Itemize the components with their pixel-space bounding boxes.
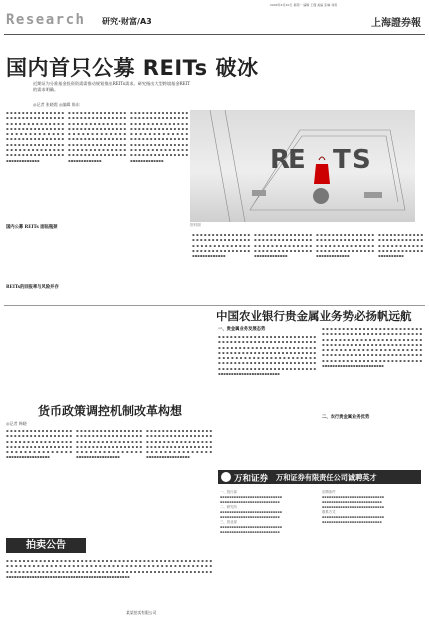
ad-col1-item: 二、研究所 (220, 505, 237, 509)
ad-col2-item: 联系方式 (322, 510, 336, 514)
story3-headline: 货币政策调控机制改革构想 (38, 404, 183, 418)
ad-title: 万和证券有限责任公司诚聘英才 (276, 473, 377, 482)
story2-subhead-1: 一、贵金属业务发展态势 (218, 327, 266, 332)
paper-name: 上海證券報 (371, 18, 421, 29)
lead-body-col-1: ▪▪▪▪▪▪▪▪▪▪▪▪▪▪▪ ▪▪▪▪▪▪▪▪▪▪▪▪▪▪▪ ▪▪▪▪▪▪▪▪▪▪▪▪▪▪ ▪▪▪▪▪▪▪▪▪▪▪▪▪▪▪ ▪▪▪▪▪▪▪▪▪▪▪▪▪ ▪▪▪▪▪▪▪▪▪▪▪▪▪▪▪ ▪▪▪▪▪▪▪▪▪▪▪▪▪▪▪ ▪▪▪▪▪▪▪▪▪▪▪▪▪▪ ▪▪▪▪▪▪▪▪▪▪▪▪▪▪▪ ▪▪▪▪▪▪▪▪▪▪▪▪▪ (6, 110, 64, 163)
lead-byline: ◎记者 张晓霞 ◎编辑 陈东 (33, 102, 80, 107)
header-rule (4, 34, 425, 35)
svg-text:E: E (288, 145, 306, 175)
ad-col-2: 应聘条件 ▪▪▪▪▪▪▪▪▪▪▪▪▪▪▪▪▪▪▪▪▪▪▪▪▪▪▪ ▪▪▪▪▪▪▪▪▪▪▪▪▪▪▪▪▪▪▪▪▪▪▪▪▪▪ ▪▪▪▪▪▪▪▪▪▪▪▪▪▪▪▪▪▪▪▪▪▪▪▪▪▪▪ 联系方式 ▪▪▪▪▪▪▪▪▪▪▪▪▪▪▪▪▪▪▪▪▪▪▪▪▪▪▪ ▪▪▪▪▪▪▪▪▪▪▪▪▪▪▪▪▪▪▪▪▪▪▪▪▪▪ (322, 490, 420, 525)
ad-col1-item: 一、投行部 (220, 490, 237, 494)
lead-body-col-3: ▪▪▪▪▪▪▪▪▪▪▪▪▪▪▪ ▪▪▪▪▪▪▪▪▪▪▪▪▪▪▪ ▪▪▪▪▪▪▪▪▪▪▪▪▪▪ ▪▪▪▪▪▪▪▪▪▪▪▪▪▪▪ ▪▪▪▪▪▪▪▪▪▪▪▪▪ ▪▪▪▪▪▪▪▪▪▪▪▪▪▪▪ ▪▪▪▪▪▪▪▪▪▪▪▪▪▪▪ ▪▪▪▪▪▪▪▪▪▪▪▪▪▪ ▪▪▪▪▪▪▪▪▪▪▪▪▪▪▪ ▪▪▪▪▪▪▪▪▪▪▪▪▪ (130, 110, 188, 163)
section-divider (4, 305, 425, 306)
story3-col-1: ▪▪▪▪▪▪▪▪▪▪▪▪▪▪▪▪▪ ▪▪▪▪▪▪▪▪▪▪▪▪▪▪▪▪▪ ▪▪▪▪▪▪▪▪▪▪▪▪▪▪▪▪ ▪▪▪▪▪▪▪▪▪▪▪▪▪▪▪▪▪ ▪▪▪▪▪▪▪▪▪▪▪▪▪▪▪ ▪▪▪▪▪▪▪▪▪▪▪▪▪▪▪▪▪ (6, 428, 72, 460)
ad-col2-item: 应聘条件 (322, 490, 336, 494)
image-caption: 资料图 (190, 223, 201, 227)
story2-subhead-2: 二、农行贵金属业务优势 (322, 415, 370, 420)
svg-text:T: T (333, 145, 351, 175)
lead-subhead-1: 国内公募 REITs 面临瓶颈 (6, 225, 58, 230)
svg-text:R: R (270, 145, 291, 175)
story2-col-1: ▪▪▪▪▪▪▪▪▪▪▪▪▪▪▪▪▪▪▪▪▪▪▪▪▪ ▪▪▪▪▪▪▪▪▪▪▪▪▪▪▪▪▪▪▪▪▪▪▪▪▪ ▪▪▪▪▪▪▪▪▪▪▪▪▪▪▪▪▪▪▪▪▪▪▪▪ ▪▪▪▪▪▪▪▪▪▪▪▪▪▪▪▪▪▪▪▪▪▪▪▪▪ ▪▪▪▪▪▪▪▪▪▪▪▪▪▪▪▪▪▪▪▪▪▪▪ ▪▪▪▪▪▪▪▪▪▪▪▪▪▪▪▪▪▪▪▪▪▪▪▪▪ ▪▪▪▪▪▪▪▪▪▪▪▪▪▪▪▪▪▪▪▪▪▪▪▪▪ ▪▪▪▪▪▪▪▪▪▪▪▪▪▪▪▪▪▪▪▪▪▪▪▪ (218, 334, 316, 377)
section-title: Research (6, 12, 86, 28)
svg-text:S: S (352, 145, 371, 175)
auction-body: ▪▪▪▪▪▪▪▪▪▪▪▪▪▪▪▪▪▪▪▪▪▪▪▪▪▪▪▪▪▪▪▪▪▪▪▪▪▪▪▪▪▪▪▪▪▪▪▪▪▪ ▪▪▪▪▪▪▪▪▪▪▪▪▪▪▪▪▪▪▪▪▪▪▪▪▪▪▪▪▪▪▪▪▪▪▪▪▪▪▪▪▪▪▪▪▪▪▪ ▪▪▪▪▪▪▪▪▪▪▪▪▪▪▪▪▪▪▪▪▪▪▪▪▪▪▪▪▪▪▪▪▪▪▪▪▪▪▪▪▪▪▪▪▪▪▪▪▪▪▪▪ ▪▪▪▪▪▪▪▪▪▪▪▪▪▪▪▪▪▪▪▪▪▪▪▪▪▪▪▪▪▪▪▪▪▪▪▪▪▪▪▪▪▪▪▪▪▪▪▪ (6, 558, 212, 579)
page-header (0, 0, 429, 44)
ad-col-1: 一、投行部 ▪▪▪▪▪▪▪▪▪▪▪▪▪▪▪▪▪▪▪▪▪▪▪▪▪▪▪ ▪▪▪▪▪▪▪▪▪▪▪▪▪▪▪▪▪▪▪▪▪▪▪▪▪▪ 二、研究所 ▪▪▪▪▪▪▪▪▪▪▪▪▪▪▪▪▪▪▪▪▪▪▪▪▪▪▪ ▪▪▪▪▪▪▪▪▪▪▪▪▪▪▪▪▪▪▪▪▪▪▪▪▪▪ 三、营业部 ▪▪▪▪▪▪▪▪▪▪▪▪▪▪▪▪▪▪▪▪▪▪▪▪▪▪▪ ▪▪▪▪▪▪▪▪▪▪▪▪▪▪▪▪▪▪▪▪▪▪▪▪▪▪ (220, 490, 318, 535)
ad-col1-item: 三、营业部 (220, 520, 237, 524)
right-body-col-3: ▪▪▪▪▪▪▪▪▪▪▪▪▪▪▪ ▪▪▪▪▪▪▪▪▪▪▪▪▪▪▪ ▪▪▪▪▪▪▪▪▪▪▪▪▪▪ ▪▪▪▪▪▪▪▪▪▪▪▪▪▪▪ ▪▪▪▪▪▪▪▪▪▪▪▪▪ (316, 232, 374, 259)
story3-col-3: ▪▪▪▪▪▪▪▪▪▪▪▪▪▪▪▪▪ ▪▪▪▪▪▪▪▪▪▪▪▪▪▪▪▪▪ ▪▪▪▪▪▪▪▪▪▪▪▪▪▪▪▪ ▪▪▪▪▪▪▪▪▪▪▪▪▪▪▪▪▪ ▪▪▪▪▪▪▪▪▪▪▪▪▪▪▪ ▪▪▪▪▪▪▪▪▪▪▪▪▪▪▪▪▪ (146, 428, 212, 460)
auction-footer: 某某拍卖有限公司 (126, 610, 157, 615)
header-date-line: 2009年4月20日 星期一 编辑 王瑾 美编 张琳 刘莉 (270, 3, 338, 7)
right-body-col-4: ▪▪▪▪▪▪▪▪▪▪▪▪ ▪▪▪▪▪▪▪▪▪▪▪▪ ▪▪▪▪▪▪▪▪▪▪▪ ▪▪▪▪▪▪▪▪▪▪▪▪ ▪▪▪▪▪▪▪▪▪▪ (378, 232, 423, 259)
right-body-col-1: ▪▪▪▪▪▪▪▪▪▪▪▪▪▪▪ ▪▪▪▪▪▪▪▪▪▪▪▪▪▪▪ ▪▪▪▪▪▪▪▪▪▪▪▪▪▪ ▪▪▪▪▪▪▪▪▪▪▪▪▪▪▪ ▪▪▪▪▪▪▪▪▪▪▪▪▪ (192, 232, 250, 259)
page-label: 研究·财富/A3 (102, 17, 152, 26)
right-body-col-2: ▪▪▪▪▪▪▪▪▪▪▪▪▪▪▪ ▪▪▪▪▪▪▪▪▪▪▪▪▪▪▪ ▪▪▪▪▪▪▪▪▪▪▪▪▪▪ ▪▪▪▪▪▪▪▪▪▪▪▪▪▪▪ ▪▪▪▪▪▪▪▪▪▪▪▪▪ (254, 232, 312, 259)
ad-title-band (218, 470, 421, 484)
auction-title: 拍卖公告 (6, 538, 86, 553)
story2-headline: 中国农业银行贵金属业务势必扬帆远航 (216, 309, 412, 323)
story3-col-2: ▪▪▪▪▪▪▪▪▪▪▪▪▪▪▪▪▪ ▪▪▪▪▪▪▪▪▪▪▪▪▪▪▪▪▪ ▪▪▪▪▪▪▪▪▪▪▪▪▪▪▪▪ ▪▪▪▪▪▪▪▪▪▪▪▪▪▪▪▪▪ ▪▪▪▪▪▪▪▪▪▪▪▪▪▪▪ ▪▪▪▪▪▪▪▪▪▪▪▪▪▪▪▪▪ (76, 428, 142, 460)
ad-brand: 万和证券 (234, 474, 269, 484)
story2-col-2: ▪▪▪▪▪▪▪▪▪▪▪▪▪▪▪▪▪▪▪▪▪▪▪▪▪ ▪▪▪▪▪▪▪▪▪▪▪▪▪▪▪▪▪▪▪▪▪▪▪▪▪ ▪▪▪▪▪▪▪▪▪▪▪▪▪▪▪▪▪▪▪▪▪▪▪▪ ▪▪▪▪▪▪▪▪▪▪▪▪▪▪▪▪▪▪▪▪▪▪▪▪▪ ▪▪▪▪▪▪▪▪▪▪▪▪▪▪▪▪▪▪▪▪▪▪▪ ▪▪▪▪▪▪▪▪▪▪▪▪▪▪▪▪▪▪▪▪▪▪▪▪▪ ▪▪▪▪▪▪▪▪▪▪▪▪▪▪▪▪▪▪▪▪▪▪▪▪▪ ▪▪▪▪▪▪▪▪▪▪▪▪▪▪▪▪▪▪▪▪▪▪▪▪ (322, 326, 422, 369)
company-logo-icon (221, 472, 231, 482)
recruitment-ad (218, 470, 421, 566)
lead-headline: 国内首只公募 REITs 破冰 (6, 56, 259, 80)
auction-notice (6, 538, 214, 622)
reits-photo (190, 110, 415, 222)
story3-byline: ◎记者 韩晓 (6, 421, 27, 426)
lead-paragraph: 近期证为分准基金投资资需需推动规划推出REITs需求。研究指出大型跨境基金REIT的需求明确。 (33, 81, 191, 92)
lead-body-col-2: ▪▪▪▪▪▪▪▪▪▪▪▪▪▪▪ ▪▪▪▪▪▪▪▪▪▪▪▪▪▪▪ ▪▪▪▪▪▪▪▪▪▪▪▪▪▪ ▪▪▪▪▪▪▪▪▪▪▪▪▪▪▪ ▪▪▪▪▪▪▪▪▪▪▪▪▪ ▪▪▪▪▪▪▪▪▪▪▪▪▪▪▪ ▪▪▪▪▪▪▪▪▪▪▪▪▪▪▪ ▪▪▪▪▪▪▪▪▪▪▪▪▪▪ ▪▪▪▪▪▪▪▪▪▪▪▪▪▪▪ ▪▪▪▪▪▪▪▪▪▪▪▪▪ (68, 110, 126, 163)
lead-subhead-2: REITs的回报率与风险并存 (6, 285, 59, 290)
